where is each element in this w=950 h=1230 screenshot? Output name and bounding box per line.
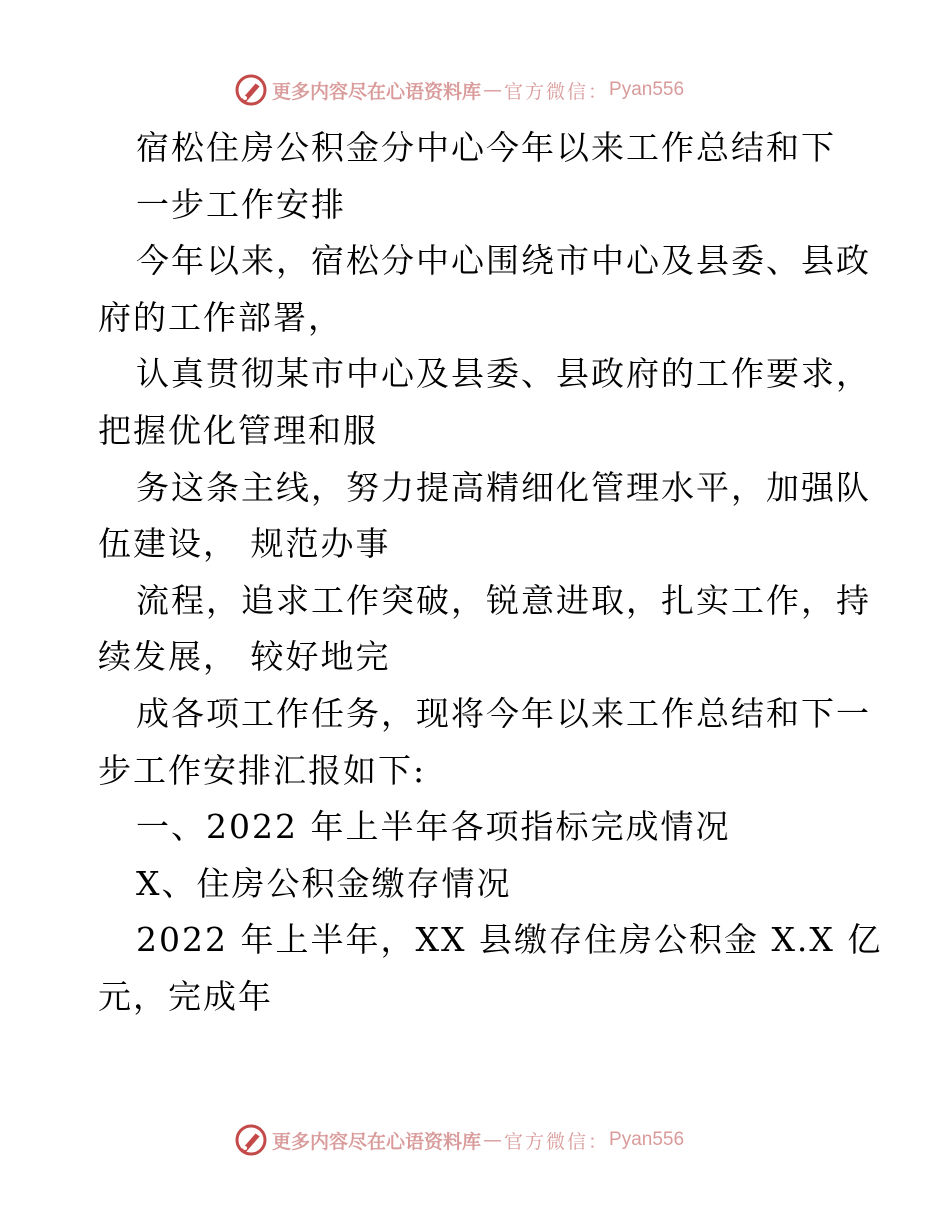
- doc-title-line-2: 一步工作安排: [136, 184, 346, 224]
- paragraph-line: 步工作安排汇报如下:: [98, 750, 427, 790]
- pen-in-circle-icon: [234, 73, 268, 107]
- doc-title-line-1: 宿松住房公积金分中心今年以来工作总结和下: [136, 128, 836, 167]
- paragraph-line: 续发展， 较好地完: [98, 637, 391, 677]
- paragraph-line: 伍建设， 规范办事: [98, 524, 391, 564]
- watermark-wechat-id: Pyan556: [609, 1129, 685, 1150]
- paragraph-line: 务这条主线，努力提高精细化管理水平，加强队: [136, 467, 871, 507]
- paragraph-line: 把握优化管理和服: [98, 410, 378, 450]
- watermark-wechat-id: Pyan556: [609, 79, 685, 100]
- watermark-wechat-label: 官方微信：: [504, 80, 610, 103]
- pen-in-circle-icon: [234, 1123, 268, 1157]
- watermark-text: 更多内容尽在心语资料库: [272, 80, 482, 103]
- paragraph-line: 流程，追求工作突破，锐意进取，扎实工作，持: [136, 580, 871, 620]
- watermark-text: 更多内容尽在心语资料库: [272, 1130, 482, 1153]
- watermark-wechat-label: 官方微信：: [504, 1130, 610, 1153]
- subsection-heading: X、住房公积金缴存情况: [136, 863, 512, 903]
- paragraph-line: 认真贯彻某市中心及县委、县政府的工作要求，: [136, 354, 871, 394]
- watermark-dash: —: [483, 79, 503, 101]
- paragraph-line: 今年以来，宿松分中心围绕市中心及县委、县政: [136, 241, 871, 281]
- section-heading: 一、2022 年上半年各项指标完成情况: [136, 807, 731, 847]
- paragraph-line: 府的工作部署，: [98, 297, 343, 337]
- paragraph-line: 2022 年上半年，XX 县缴存住房公积金 X.X 亿: [136, 920, 883, 960]
- watermark-banner-top: [234, 72, 684, 108]
- watermark-banner-bottom: [234, 1122, 684, 1158]
- paragraph-line: 元，完成年: [98, 976, 273, 1016]
- document-body: [98, 120, 883, 1026]
- watermark-dash: —: [483, 1129, 503, 1151]
- paragraph-line: 成各项工作任务，现将今年以来工作总结和下一: [136, 693, 871, 733]
